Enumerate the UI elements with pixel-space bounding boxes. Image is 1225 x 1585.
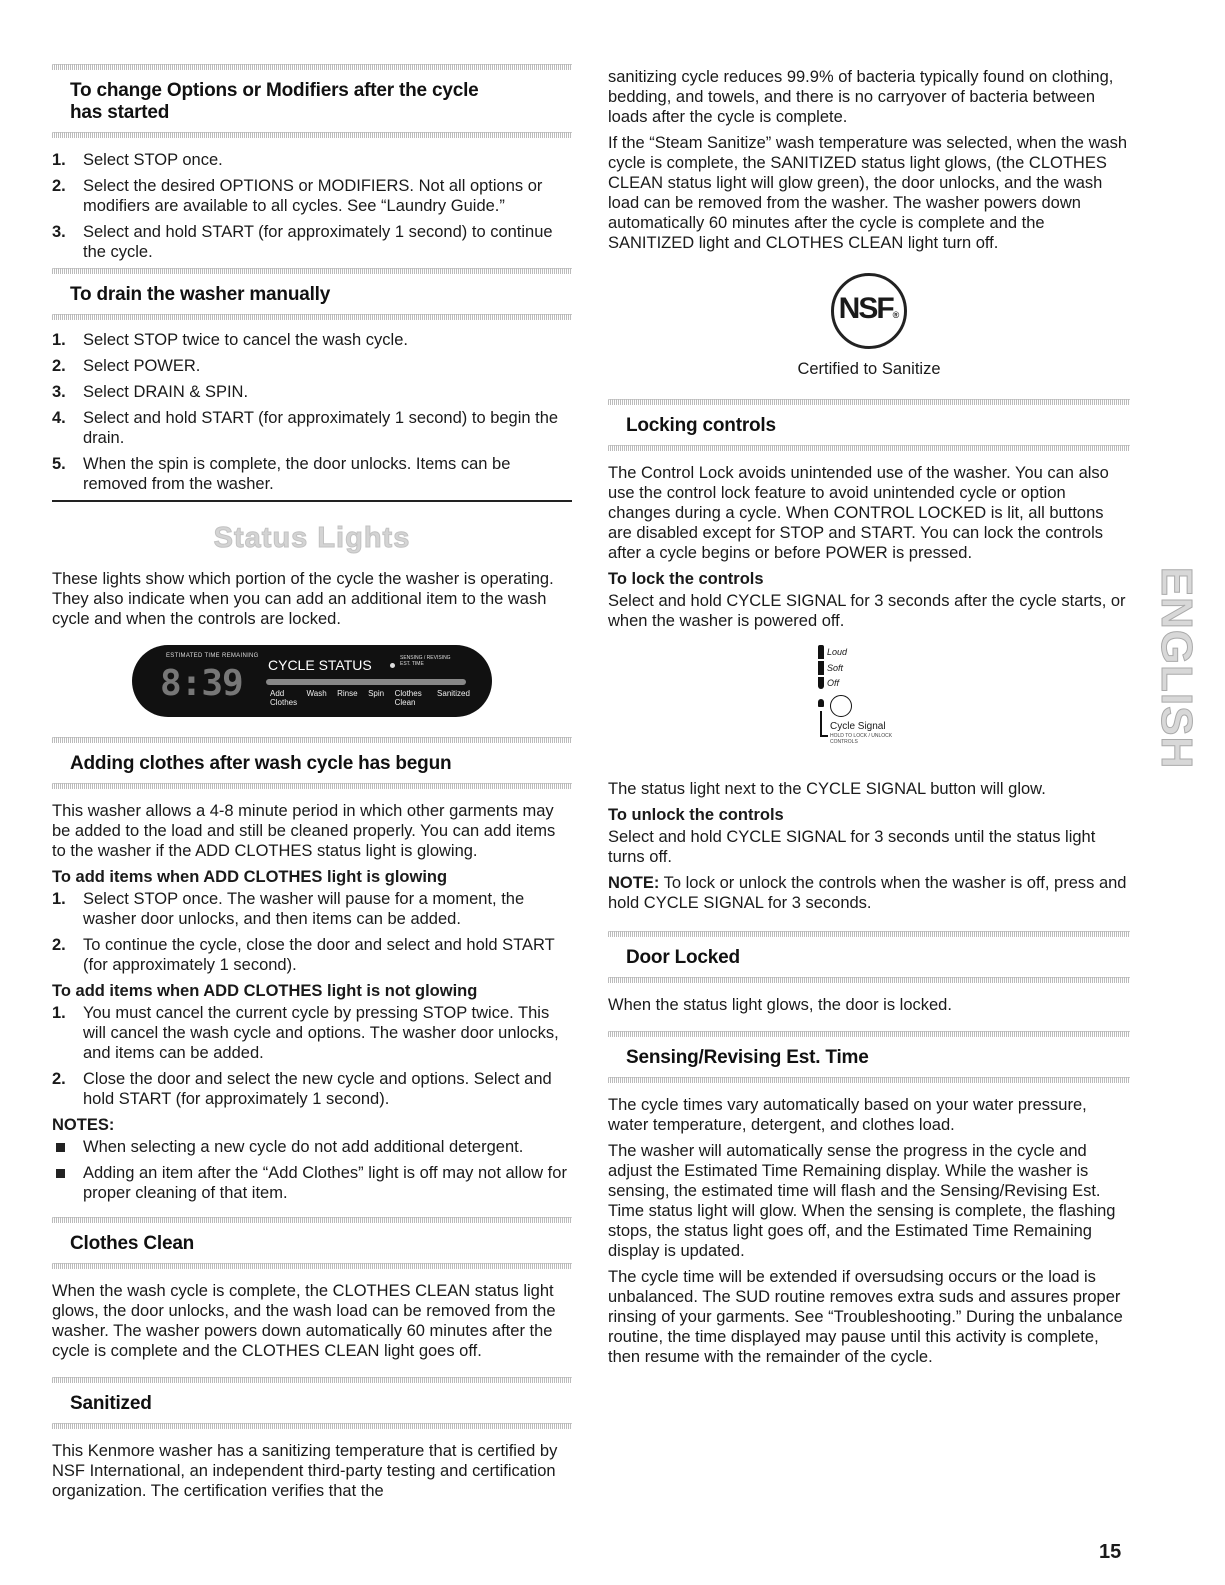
section-rule bbox=[608, 1077, 1130, 1083]
signal-level-soft bbox=[818, 661, 824, 675]
bracket-line bbox=[820, 711, 828, 737]
list-item: 1. Select STOP twice to cancel the wash cycle. bbox=[52, 331, 408, 349]
unlock-text: Select and hold CYCLE SIGNAL for 3 seconds until the status light turns off. bbox=[608, 828, 1096, 866]
section-rule bbox=[52, 1423, 572, 1429]
status-lights-title: Status Lights bbox=[213, 522, 411, 554]
section-rule bbox=[52, 1217, 572, 1223]
list-item: 1. You must cancel the current cycle by pressing STOP twice. This will cancel the wash cycle and options. The washer door unlocks, and items can be added. bbox=[52, 1004, 559, 1062]
stage-rinse: Rinse bbox=[337, 689, 358, 698]
sensing-p1: The cycle times vary automatically based on your water pressure, water temperature, detergent, and clothes load. bbox=[608, 1096, 1087, 1134]
divider bbox=[52, 500, 572, 502]
status-dot-icon bbox=[390, 663, 395, 668]
note-text: To lock or unlock the controls when the washer is off, press and hold CYCLE SIGNAL for 3 seconds. bbox=[608, 874, 1127, 912]
english-side-tab bbox=[1150, 566, 1202, 770]
note-label: NOTE: bbox=[608, 874, 660, 892]
notes-label: NOTES: bbox=[52, 1116, 115, 1134]
signal-level-off bbox=[818, 677, 824, 689]
sensing-p3: The cycle time will be extended if oversudsing occurs or the load is unbalanced. The SUD routine removes extra suds and assures proper rinsing of your garments. See “Troubleshooting.” During the unbalance routine, the time displayed may pause until this activity is complete, then resume with the remainder of the cycle. bbox=[608, 1268, 1123, 1366]
section-rule bbox=[52, 132, 572, 138]
sub-heading-not-glowing: To add items when ADD CLOTHES light is not glowing bbox=[52, 982, 478, 1000]
heading-change-options: To change Options or Modifiers after the cycle has started bbox=[70, 80, 479, 123]
time-display: 8:39 bbox=[160, 663, 243, 704]
list-item: 1. Select STOP once. The washer will pause for a moment, the washer door unlocks, and then items can be added. bbox=[52, 890, 525, 928]
status-intro: These lights show which portion of the cycle the washer is operating. They also indicate when you can add an additional item to the wash cycle and when the controls are locked. bbox=[52, 570, 554, 628]
stage-spin: Spin bbox=[368, 689, 385, 698]
list-item: 5. When the spin is complete, the door unlocks. Items can be removed from the washer. bbox=[52, 455, 511, 493]
status-glow-text: The status light next to the CYCLE SIGNAL button will glow. bbox=[608, 780, 1046, 798]
cycle-signal-panel bbox=[818, 643, 938, 763]
sanitized-continued: sanitizing cycle reduces 99.9% of bacteria typically found on clothing, bedding, and towels, and there is no carryover of bacteria between loads after the cycle is complete. bbox=[608, 68, 1114, 126]
cycle-signal-button[interactable] bbox=[830, 695, 852, 717]
heading-clothes-clean: Clothes Clean bbox=[70, 1233, 195, 1254]
lock-text: Select and hold CYCLE SIGNAL for 3 seconds after the cycle starts, or when the washer is powered off. bbox=[608, 592, 1126, 630]
sub-heading-glowing: To add items when ADD CLOTHES light is glowing bbox=[52, 868, 448, 886]
section-rule bbox=[52, 1263, 572, 1269]
list-item: 3. Select DRAIN & SPIN. bbox=[52, 383, 249, 401]
list-item: 2. Close the door and select the new cycle and options. Select and hold START (for approximately 1 second). bbox=[52, 1070, 552, 1108]
list-item: When selecting a new cycle do not add additional detergent. bbox=[52, 1137, 572, 1157]
sensing-label: SENSING / REVISING EST. TIME bbox=[400, 655, 451, 667]
sub-heading-unlock: To unlock the controls bbox=[608, 806, 784, 824]
section-rule bbox=[52, 737, 572, 743]
heading-adding-clothes: Adding clothes after wash cycle has begun bbox=[70, 753, 452, 774]
door-locked-text: When the status light glows, the door is locked. bbox=[608, 996, 952, 1014]
section-rule bbox=[52, 64, 572, 70]
list-item: 2. Select the desired OPTIONS or MODIFIERS. Not all options or modifiers are available to all cycles. See “Laundry Guide.” bbox=[52, 177, 543, 215]
heading-locking: Locking controls bbox=[626, 415, 776, 436]
list-item: 2. To continue the cycle, close the door and select and hold START (for approximately 1 second). bbox=[52, 936, 555, 974]
nsf-caption: Certified to Sanitize bbox=[797, 360, 941, 378]
change-steps-list bbox=[52, 150, 572, 262]
note-paragraph bbox=[608, 873, 1130, 913]
sensing-p2: The washer will automatically sense the progress in the cycle and adjust the Estimated Time Remaining display. While the washer is sensing, the estimated time will flash and the Sensing/Revising Est. Time status light will glow. When the sensing is complete, the flashing stops, the status light goes off, and the Estimated Time Remaining display is updated. bbox=[608, 1142, 1116, 1260]
section-rule bbox=[52, 783, 572, 789]
signal-label-soft: Soft bbox=[827, 663, 844, 673]
section-rule bbox=[608, 399, 1130, 405]
list-item: Adding an item after the “Add Clothes” light is off may not allow for proper cleaning of that item. bbox=[52, 1163, 572, 1203]
left-column bbox=[52, 64, 572, 1507]
stage-clothes-clean: Clothes Clean bbox=[394, 689, 422, 707]
section-rule bbox=[52, 314, 572, 320]
notes-list bbox=[52, 1137, 572, 1203]
heading-door-locked: Door Locked bbox=[626, 947, 740, 968]
status-bar bbox=[266, 679, 466, 685]
stage-add-clothes: Add Clothes bbox=[270, 689, 298, 707]
section-rule bbox=[608, 977, 1130, 983]
sub-heading-lock: To lock the controls bbox=[608, 570, 764, 588]
heading-sensing: Sensing/Revising Est. Time bbox=[626, 1047, 869, 1068]
est-time-label: ESTIMATED TIME REMAINING bbox=[166, 653, 259, 659]
heading-drain: To drain the washer manually bbox=[70, 284, 331, 305]
section-rule bbox=[608, 445, 1130, 451]
nsf-logo: NSF® bbox=[831, 273, 907, 349]
drain-steps-list bbox=[52, 330, 572, 494]
section-rule bbox=[52, 268, 572, 274]
lock-icon bbox=[818, 699, 824, 707]
signal-level-loud bbox=[818, 645, 824, 659]
cycle-signal-label: Cycle Signal bbox=[830, 721, 886, 732]
bullet-icon bbox=[56, 1169, 65, 1178]
page-number: 15 bbox=[1099, 1541, 1122, 1563]
locking-text: The Control Lock avoids unintended use of the washer. You can also use the control lock feature to avoid unintended cycle or option changes during a cycle. When CONTROL LOCKED is lit, all buttons are disabled except for STOP and START. You can lock the controls after a cycle begins or before POWER is pressed. bbox=[608, 464, 1109, 562]
stage-labels bbox=[270, 689, 470, 707]
stage-sanitized: Sanitized bbox=[437, 689, 470, 698]
list-item: 2. Select POWER. bbox=[52, 357, 201, 375]
cycle-status-panel bbox=[132, 645, 492, 717]
section-rule bbox=[608, 931, 1130, 937]
side-tab-label: ENGLISH bbox=[1152, 566, 1201, 770]
bullet-icon bbox=[56, 1143, 65, 1152]
right-column bbox=[608, 67, 1130, 1373]
stage-wash: Wash bbox=[306, 689, 327, 698]
sanitized-text: This Kenmore washer has a sanitizing temperature that is certified by NSF International, an independent third-party testing and certification organization. The certification verifies that the bbox=[52, 1442, 558, 1500]
adding-intro: This washer allows a 4-8 minute period in which other garments may be added to the load and still be cleaned properly. You can add items to the washer if the ADD CLOTHES status light is glowing. bbox=[52, 802, 556, 860]
cycle-status-label: CYCLE STATUS bbox=[268, 657, 372, 673]
section-rule bbox=[608, 1031, 1130, 1037]
list-item: 1. Select STOP once. bbox=[52, 151, 223, 169]
glowing-steps-list bbox=[52, 889, 572, 975]
signal-label-loud: Loud bbox=[827, 647, 848, 657]
hold-to-lock-label: HOLD TO LOCK / UNLOCK CONTROLS bbox=[830, 733, 893, 745]
clothes-clean-text: When the wash cycle is complete, the CLOTHES CLEAN status light glows, the door unlocks, and the wash load can be removed from the washer. The washer powers down automatically 60 minutes after the cycle is complete and the CLOTHES CLEAN light goes off. bbox=[52, 1282, 556, 1360]
list-item: 4. Select and hold START (for approximately 1 second) to begin the drain. bbox=[52, 409, 559, 447]
list-item: 3. Select and hold START (for approximately 1 second) to continue the cycle. bbox=[52, 223, 553, 261]
signal-label-off: Off bbox=[827, 678, 840, 688]
not-glowing-steps-list bbox=[52, 1003, 572, 1109]
heading-sanitized: Sanitized bbox=[70, 1393, 152, 1414]
section-rule bbox=[52, 1377, 572, 1383]
steam-sanitize-text: If the “Steam Sanitize” wash temperature was selected, when the wash cycle is complete, the SANITIZED status light glows, (the CLOTHES CLEAN status light will glow green), the door unlocks, and the wash load can be removed from the washer. The washer powers down automatically 60 minutes after the cycle is complete and the SANITIZED light and CLOTHES CLEAN light turn off. bbox=[608, 134, 1128, 252]
